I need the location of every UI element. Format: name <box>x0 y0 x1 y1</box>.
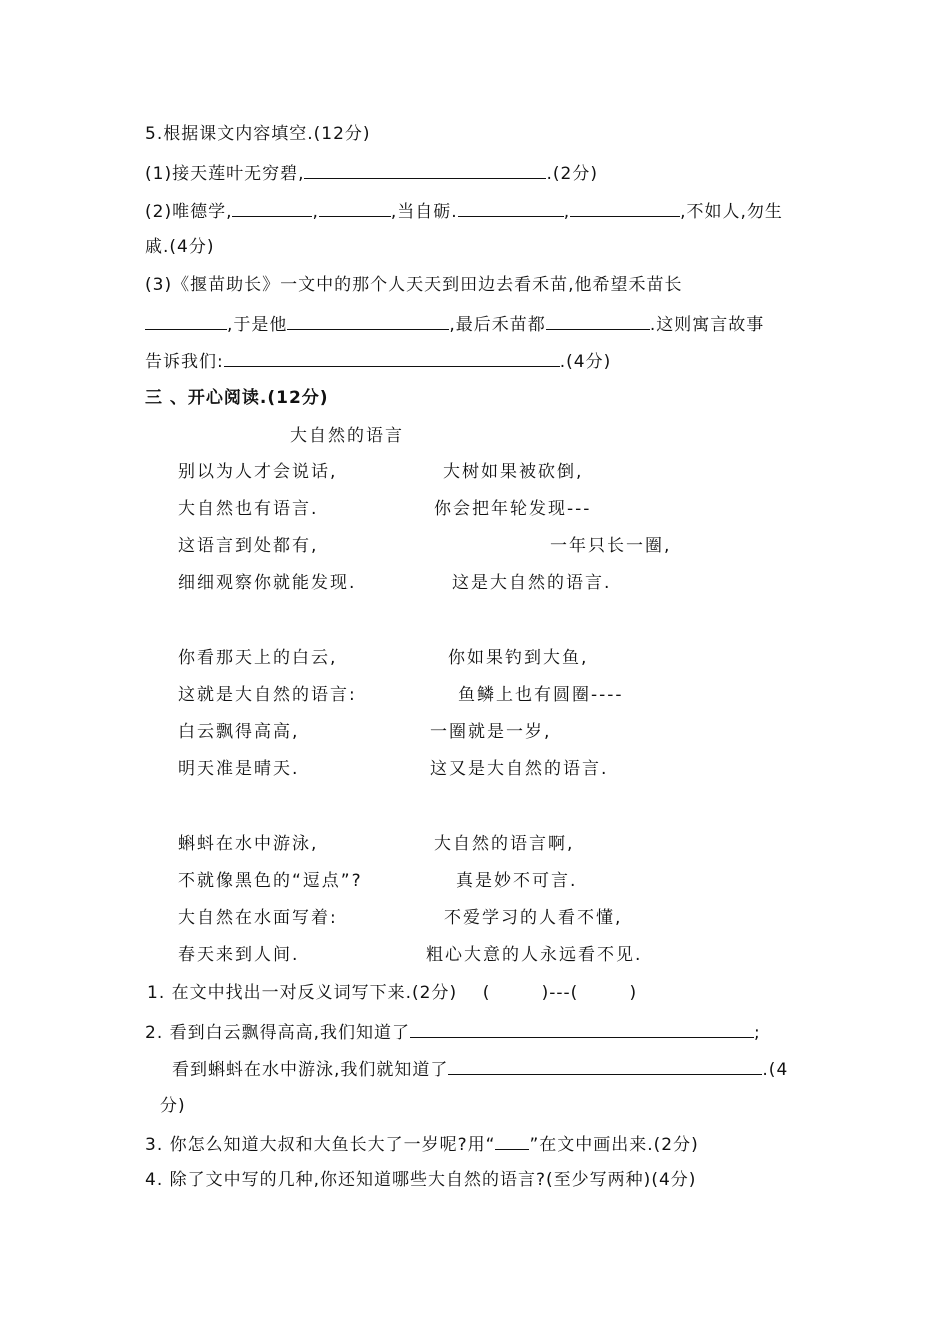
q5-part3-blank-2[interactable] <box>287 311 449 330</box>
poem-right-line: 一年只长一圈, <box>550 536 672 556</box>
q5-part1-blank[interactable] <box>304 160 546 179</box>
q5-part2-text: (2)唯德学, <box>145 202 233 222</box>
q5-title: 5.根据课文内容填空.(12分) <box>145 124 371 144</box>
poem-right-line: 你如果钓到大鱼, <box>448 648 589 668</box>
q5-part2-blank-1[interactable] <box>232 198 312 217</box>
q5-part2-blank-4[interactable] <box>570 198 680 217</box>
question-2-text: 2. 看到白云飘得高高,我们知道了 <box>145 1023 411 1043</box>
poem-right-line: 真是妙不可言. <box>456 871 578 891</box>
question-2-blank-1[interactable] <box>410 1019 754 1038</box>
question-3-text: 3. 你怎么知道大叔和大鱼长大了一岁呢?用“ <box>145 1135 496 1155</box>
poem-left-line: 这就是大自然的语言: <box>178 685 357 705</box>
poem-left-line: 大自然在水面写着: <box>178 908 338 928</box>
q5-part3-blank-3[interactable] <box>546 311 650 330</box>
q5-part3-blank-1[interactable] <box>145 311 227 330</box>
poem-right-line: 大树如果被砍倒, <box>443 462 584 482</box>
poem-right-line: 这又是大自然的语言. <box>430 759 609 779</box>
question-3-blank[interactable] <box>495 1131 529 1150</box>
q5-part2-blank-3[interactable] <box>458 198 564 217</box>
question-2-score: .(4 <box>762 1060 789 1080</box>
q5-part3-text-d: .这则寓言故事 <box>649 315 765 335</box>
q5-part3-line2 <box>145 311 764 337</box>
q5-part3-text-c: ,最后禾苗都 <box>449 315 546 335</box>
poem-left-line: 白云飘得高高, <box>178 722 300 742</box>
q5-part1-score: .(2分) <box>546 164 598 184</box>
question-4: 4. 除了文中写的几种,你还知道哪些大自然的语言?(至少写两种)(4分) <box>145 1170 697 1190</box>
q5-part2-blank-2[interactable] <box>319 198 391 217</box>
q5-part3-text-e: 告诉我们: <box>145 352 224 372</box>
q5-part1-text: (1)接天莲叶无穷碧, <box>145 164 305 184</box>
q5-part3-blank-4[interactable] <box>224 348 560 367</box>
q5-part3-score: .(4分) <box>559 352 612 372</box>
q5-part3-line3 <box>145 348 611 374</box>
poem-title: 大自然的语言 <box>290 426 404 446</box>
question-3-text-2: ”在文中画出来.(2分) <box>529 1135 699 1155</box>
section3-title: 三 、开心阅读.(12分) <box>145 388 329 408</box>
poem-left-line: 这语言到处都有, <box>178 536 319 556</box>
q5-part2-sep-2: , <box>563 202 571 222</box>
poem-right-line: 你会把年轮发现--- <box>434 499 592 519</box>
question-3 <box>145 1131 699 1157</box>
poem-left-line: 春天来到人间. <box>178 945 300 965</box>
question-2-sep: ; <box>754 1023 761 1043</box>
poem-right-line: 鱼鳞上也有圆圈---- <box>458 685 624 705</box>
poem-left-line: 不就像黑色的“逗点”? <box>178 871 363 891</box>
poem-left-line: 细细观察你就能发现. <box>178 573 357 593</box>
poem-right-line: 大自然的语言啊, <box>434 834 575 854</box>
poem-left-line: 蝌蚪在水中游泳, <box>178 834 319 854</box>
q5-part3-text-b: ,于是他 <box>227 315 288 335</box>
question-2-blank-2[interactable] <box>448 1056 762 1075</box>
poem-right-line: 不爱学习的人看不懂, <box>444 908 623 928</box>
q5-part2-sep: , <box>312 202 319 222</box>
poem-left-line: 你看那天上的白云, <box>178 648 338 668</box>
poem-right-line: 粗心大意的人永远看不见. <box>426 945 643 965</box>
poem-left-line: 大自然也有语言. <box>178 499 319 519</box>
poem-right-line: 一圈就是一岁, <box>430 722 552 742</box>
poem-left-line: 别以为人才会说话, <box>178 462 338 482</box>
question-2-line2 <box>172 1056 788 1082</box>
q5-part2-cont: 戚.(4分) <box>145 237 215 257</box>
q5-part1 <box>145 160 598 186</box>
question-2-text-2: 看到蝌蚪在水中游泳,我们就知道了 <box>172 1060 449 1080</box>
poem-right-line: 这是大自然的语言. <box>452 573 612 593</box>
q5-part3: (3)《揠苗助长》一文中的那个人天天到田边去看禾苗,他希望禾苗长 <box>145 275 683 295</box>
q5-part2 <box>145 198 783 224</box>
q5-part2-text-2: ,当自砺. <box>390 202 458 222</box>
question-2 <box>145 1019 761 1045</box>
question-1: 1. 在文中找出一对反义词写下来.(2分) ( )---( ) <box>147 983 638 1003</box>
question-2-line3: 分) <box>160 1096 186 1116</box>
poem-left-line: 明天准是晴天. <box>178 759 300 779</box>
q5-part2-text-3: ,不如人,勿生 <box>680 202 783 222</box>
